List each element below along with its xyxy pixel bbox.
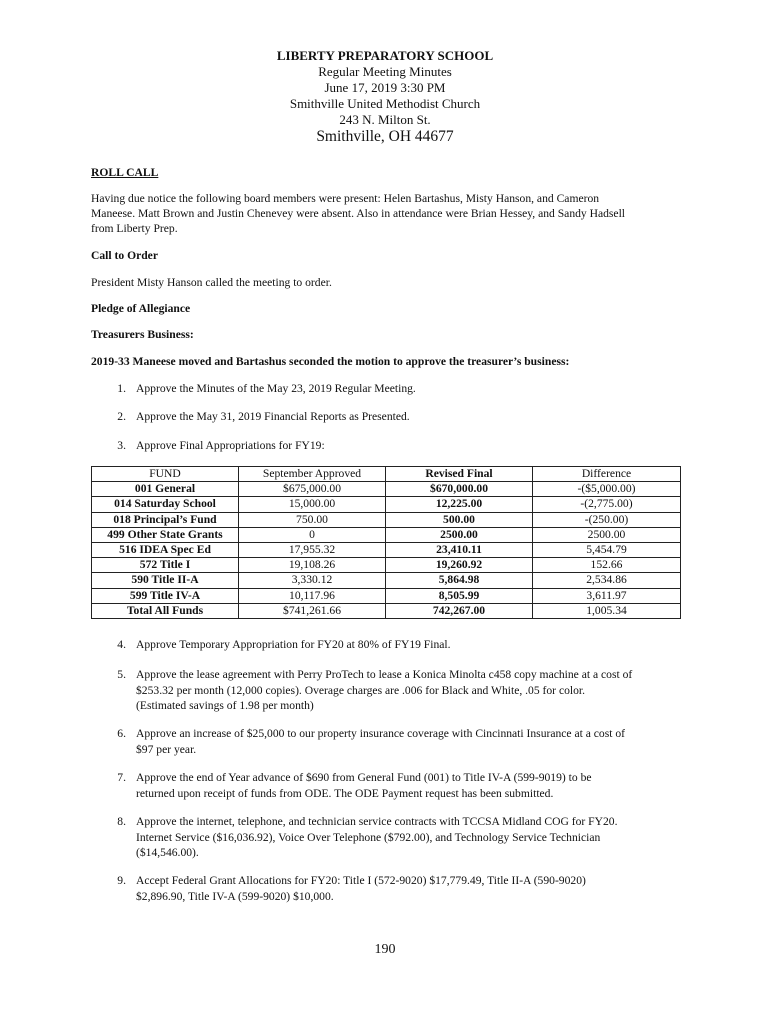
motion-heading: 2019-33 Maneese moved and Bartashus seconded the motion to approve the treasurer’s business: bbox=[91, 355, 570, 368]
difference-cell: 3,611.97 bbox=[533, 588, 681, 603]
revised-final-cell: 12,225.00 bbox=[386, 497, 533, 512]
roll-call-line-2: Maneese. Matt Brown and Justin Chenevey were absent. Also in attendance were Brian Hessey, and Sandy Hadsell bbox=[91, 207, 626, 220]
table-row bbox=[92, 527, 681, 542]
difference-cell: -(250.00) bbox=[533, 512, 681, 527]
list-item-line: Approve an increase of $25,000 to our property insurance coverage with Cincinnati Insurance at a cost of bbox=[136, 727, 626, 740]
september-approved-cell: 0 bbox=[239, 527, 386, 542]
table-row bbox=[92, 497, 681, 512]
appropriations-table bbox=[91, 466, 681, 619]
september-approved-cell: 10,117.96 bbox=[239, 588, 386, 603]
roll-call-heading: ROLL CALL bbox=[91, 166, 159, 179]
call-to-order-text: President Misty Hanson called the meeting to order. bbox=[91, 276, 332, 289]
list-item-line: $97 per year. bbox=[136, 742, 197, 756]
list-item-line: Approve Temporary Appropriation for FY20 at 80% of FY19 Final. bbox=[136, 638, 451, 651]
list-item-text: Approve Final Appropriations for FY19: bbox=[136, 439, 325, 452]
fund-cell: 014 Saturday School bbox=[92, 497, 239, 512]
meeting-type: Regular Meeting Minutes bbox=[318, 64, 452, 79]
difference-cell: 2,534.86 bbox=[533, 573, 681, 588]
meeting-venue: Smithville United Methodist Church bbox=[289, 96, 481, 111]
list-item-text bbox=[136, 667, 682, 714]
list-item-number: 6. bbox=[117, 727, 126, 740]
treasurers-heading: Treasurers Business: bbox=[91, 328, 194, 341]
meeting-date: June 17, 2019 3:30 PM bbox=[324, 80, 446, 95]
list-item-text bbox=[136, 726, 682, 757]
revised-final-cell: 2500.00 bbox=[386, 527, 533, 542]
fund-cell: 499 Other State Grants bbox=[92, 527, 239, 542]
table-row bbox=[92, 573, 681, 588]
list-item-text: Approve the May 31, 2019 Financial Reports as Presented. bbox=[136, 410, 410, 423]
list-item-number: 5. bbox=[117, 668, 126, 681]
list-item-line: Accept Federal Grant Allocations for FY20: Title I (572-9020) $17,779.49, Title II-A (590-9020) bbox=[136, 874, 586, 887]
list-item-text bbox=[136, 873, 682, 904]
september-approved-cell: $675,000.00 bbox=[239, 482, 386, 497]
table-row bbox=[92, 558, 681, 573]
difference-cell: -(2,775.00) bbox=[533, 497, 681, 512]
column-header-fund: FUND bbox=[92, 467, 239, 482]
difference-cell: 1,005.34 bbox=[533, 603, 681, 618]
venue-street: 243 N. Milton St. bbox=[339, 112, 431, 127]
difference-cell: 5,454.79 bbox=[533, 542, 681, 557]
fund-cell: 018 Principal’s Fund bbox=[92, 512, 239, 527]
revised-final-cell: 742,267.00 bbox=[386, 603, 533, 618]
fund-cell: 001 General bbox=[92, 482, 239, 497]
difference-cell: 152.66 bbox=[533, 558, 681, 573]
column-header-september-approved: September Approved bbox=[239, 467, 386, 482]
venue-city: Smithville, OH 44677 bbox=[316, 128, 454, 145]
list-item-line: $2,896.90, Title IV-A (599-9020) $10,000. bbox=[136, 889, 334, 903]
list-item-number: 4. bbox=[117, 638, 126, 651]
september-approved-cell: 19,108.26 bbox=[239, 558, 386, 573]
table-row bbox=[92, 512, 681, 527]
september-approved-cell: $741,261.66 bbox=[239, 603, 386, 618]
list-item-line: returned upon receipt of funds from ODE. The ODE Payment request has been submitted. bbox=[136, 786, 554, 800]
difference-cell: -($5,000.00) bbox=[533, 482, 681, 497]
roll-call-line-3: from Liberty Prep. bbox=[91, 222, 178, 235]
september-approved-cell: 17,955.32 bbox=[239, 542, 386, 557]
table-header-row bbox=[92, 467, 681, 482]
list-item-line: (Estimated savings of 1.98 per month) bbox=[136, 699, 314, 712]
list-item-text: Approve the Minutes of the May 23, 2019 Regular Meeting. bbox=[136, 382, 416, 395]
roll-call-line-1: Having due notice the following board members were present: Helen Bartashus, Misty Hanson, and Cameron bbox=[91, 192, 600, 205]
list-item-text bbox=[136, 770, 682, 801]
revised-final-cell: $670,000.00 bbox=[386, 482, 533, 497]
difference-cell: 2500.00 bbox=[533, 527, 681, 542]
list-item-number: 7. bbox=[117, 771, 126, 784]
list-item-number: 8. bbox=[117, 815, 126, 828]
list-item-line: $253.32 per month (12,000 copies). Overage charges are .006 for Black and White, .05 for color. bbox=[136, 683, 586, 697]
list-item-text bbox=[136, 637, 682, 653]
school-name: LIBERTY PREPARATORY SCHOOL bbox=[276, 48, 494, 63]
table-row bbox=[92, 588, 681, 603]
list-item-line: Approve the end of Year advance of $690 from General Fund (001) to Title IV-A (599-9019) to be bbox=[136, 771, 592, 784]
table-row bbox=[92, 542, 681, 557]
fund-cell: 516 IDEA Spec Ed bbox=[92, 542, 239, 557]
september-approved-cell: 750.00 bbox=[239, 512, 386, 527]
page-number: 190 bbox=[374, 942, 396, 957]
table-row bbox=[92, 482, 681, 497]
revised-final-cell: 500.00 bbox=[386, 512, 533, 527]
fund-cell: Total All Funds bbox=[92, 603, 239, 618]
revised-final-cell: 8,505.99 bbox=[386, 588, 533, 603]
list-item-number: 3. bbox=[117, 439, 126, 452]
revised-final-cell: 19,260.92 bbox=[386, 558, 533, 573]
list-item-text bbox=[136, 814, 682, 861]
table-total-row bbox=[92, 603, 681, 618]
list-item-line: Approve the lease agreement with Perry ProTech to lease a Konica Minolta c458 copy machine at a cost of bbox=[136, 668, 633, 681]
pledge-heading: Pledge of Allegiance bbox=[91, 302, 191, 315]
september-approved-cell: 3,330.12 bbox=[239, 573, 386, 588]
list-item-number: 9. bbox=[117, 874, 126, 887]
list-item-number: 1. bbox=[117, 382, 126, 395]
list-item-line: Approve the internet, telephone, and technician service contracts with TCCSA Midland COG for FY20. bbox=[136, 815, 618, 828]
revised-final-cell: 5,864.98 bbox=[386, 573, 533, 588]
column-header-difference: Difference bbox=[533, 467, 681, 482]
fund-cell: 599 Title IV-A bbox=[92, 588, 239, 603]
fund-cell: 590 Title II-A bbox=[92, 573, 239, 588]
revised-final-cell: 23,410.11 bbox=[386, 542, 533, 557]
fund-cell: 572 Title I bbox=[92, 558, 239, 573]
september-approved-cell: 15,000.00 bbox=[239, 497, 386, 512]
list-item-number: 2. bbox=[117, 410, 126, 423]
list-item-line: Internet Service ($16,036.92), Voice Over Telephone ($792.00), and Technology Service Technician bbox=[136, 830, 601, 844]
list-item-line: ($14,546.00). bbox=[136, 846, 199, 859]
column-header-revised-final: Revised Final bbox=[386, 467, 533, 482]
call-to-order-heading: Call to Order bbox=[91, 249, 158, 262]
